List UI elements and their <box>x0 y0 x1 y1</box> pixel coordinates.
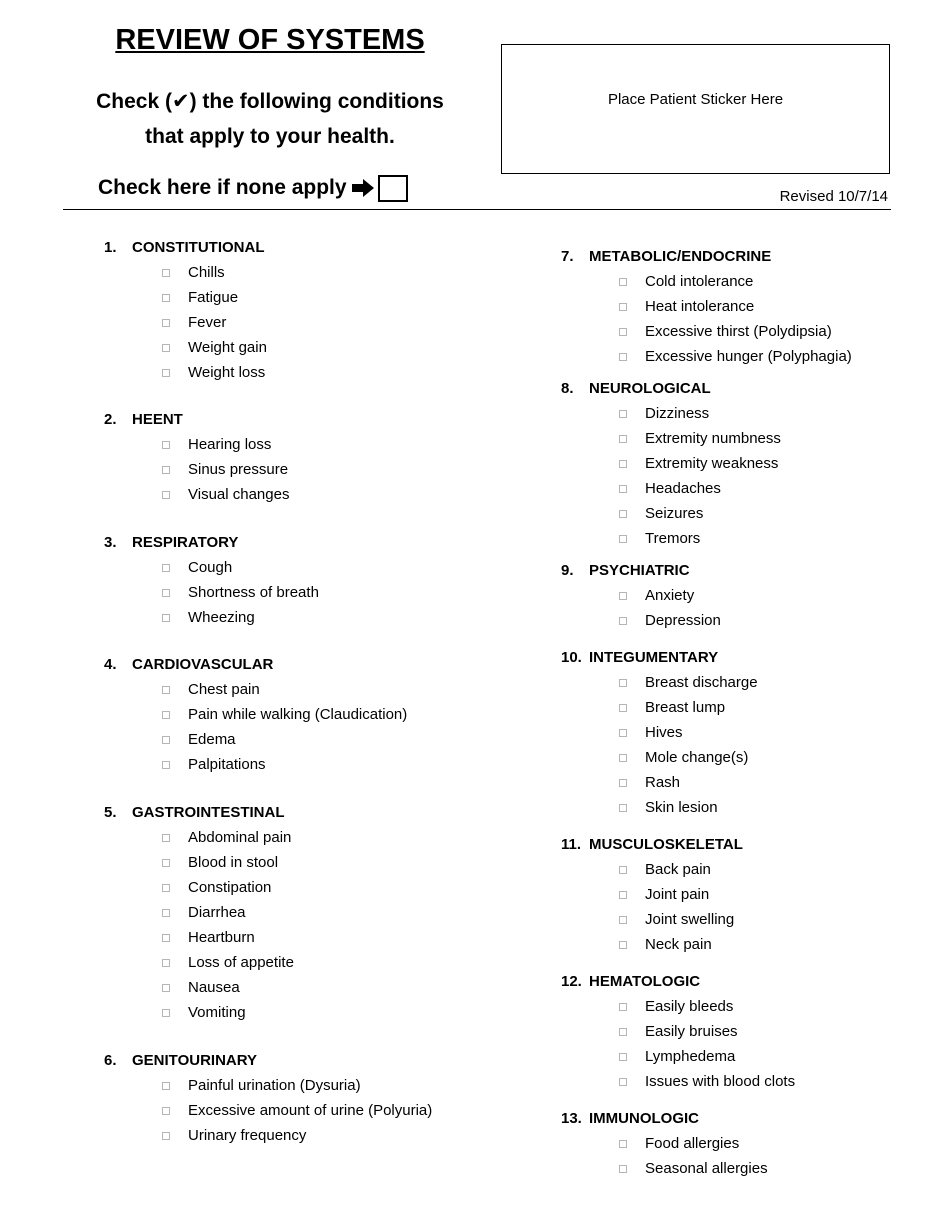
checklist-item[interactable] <box>561 269 852 294</box>
condition-checkbox[interactable] <box>162 441 170 449</box>
condition-checkbox[interactable] <box>619 1078 627 1086</box>
condition-checkbox[interactable] <box>619 617 627 625</box>
condition-label: Skin lesion <box>645 799 718 816</box>
section-title: RESPIRATORY <box>132 534 239 551</box>
section-title: GASTROINTESTINAL <box>132 804 285 821</box>
condition-label: Visual changes <box>188 486 290 503</box>
section-neurological <box>561 376 852 551</box>
checklist-item[interactable] <box>561 857 852 882</box>
section-number: 2. <box>104 411 117 428</box>
condition-label: Easily bleeds <box>645 998 734 1015</box>
section-heading <box>561 832 852 857</box>
condition-label: Neck pain <box>645 936 712 953</box>
arrow-right-icon <box>352 179 374 197</box>
condition-label: Excessive amount of urine (Polyuria) <box>188 1102 433 1119</box>
checklist-item[interactable] <box>104 677 432 702</box>
condition-checkbox[interactable] <box>162 1107 170 1115</box>
section-title: MUSCULOSKELETAL <box>589 836 743 853</box>
condition-label: Blood in stool <box>188 854 279 871</box>
condition-checkbox[interactable] <box>619 679 627 687</box>
condition-label: Vomiting <box>188 1004 246 1021</box>
condition-checkbox[interactable] <box>162 686 170 694</box>
section-metabolic-endocrine <box>561 244 852 369</box>
checklist-item[interactable] <box>561 994 852 1019</box>
section-heading <box>561 645 852 670</box>
condition-checkbox[interactable] <box>619 278 627 286</box>
checklist-item[interactable] <box>104 950 432 975</box>
section-number: 1. <box>104 239 117 256</box>
condition-checkbox[interactable] <box>619 535 627 543</box>
condition-checkbox[interactable] <box>162 934 170 942</box>
condition-label: Headaches <box>645 480 721 497</box>
condition-checkbox[interactable] <box>162 884 170 892</box>
condition-label: Fever <box>188 314 227 331</box>
condition-label: Heat intolerance <box>645 298 755 315</box>
checklist-item[interactable] <box>104 727 432 752</box>
condition-checkbox[interactable] <box>619 353 627 361</box>
condition-label: Heartburn <box>188 929 255 946</box>
condition-label: Sinus pressure <box>188 461 289 478</box>
instruction-line-1: Check (✔) the following conditions <box>96 90 444 113</box>
section-heading <box>104 235 432 260</box>
condition-checkbox[interactable] <box>619 410 627 418</box>
checklist-item[interactable] <box>561 1156 852 1181</box>
checklist-item[interactable] <box>104 1000 432 1025</box>
checklist-item[interactable] <box>104 310 432 335</box>
checklist-item[interactable] <box>104 900 432 925</box>
section-title: METABOLIC/ENDOCRINE <box>589 248 772 265</box>
condition-checkbox[interactable] <box>619 779 627 787</box>
condition-label: Easily bruises <box>645 1023 738 1040</box>
checklist-item[interactable] <box>104 482 432 507</box>
checklist-item[interactable] <box>561 451 852 476</box>
condition-label: Fatigue <box>188 289 239 306</box>
checklist-item[interactable] <box>104 335 432 360</box>
condition-checkbox[interactable] <box>162 491 170 499</box>
section-heading <box>104 407 432 432</box>
condition-label: Hives <box>645 724 683 741</box>
condition-label: Joint pain <box>645 886 710 903</box>
left-column <box>104 235 432 1148</box>
condition-checkbox[interactable] <box>619 1028 627 1036</box>
checklist-item[interactable] <box>561 583 852 608</box>
checklist-item[interactable] <box>561 770 852 795</box>
condition-checkbox[interactable] <box>619 328 627 336</box>
section-heading <box>104 800 432 825</box>
condition-label: Cold intolerance <box>645 273 754 290</box>
condition-checkbox[interactable] <box>619 941 627 949</box>
section-number: 7. <box>561 248 574 265</box>
condition-checkbox[interactable] <box>162 466 170 474</box>
checklist-item[interactable] <box>561 526 852 551</box>
section-heading <box>561 244 852 269</box>
condition-checkbox[interactable] <box>162 711 170 719</box>
patient-sticker-box <box>501 44 890 174</box>
condition-checkbox[interactable] <box>162 369 170 377</box>
section-title: CARDIOVASCULAR <box>132 656 274 673</box>
revised-date: Revised 10/7/14 <box>779 188 888 205</box>
condition-checkbox[interactable] <box>162 1009 170 1017</box>
condition-checkbox[interactable] <box>162 736 170 744</box>
checklist-item[interactable] <box>561 401 852 426</box>
instructions <box>70 84 470 154</box>
section-heading <box>561 558 852 583</box>
section-heading <box>561 1106 852 1131</box>
checklist-item[interactable] <box>561 1069 852 1094</box>
condition-checkbox[interactable] <box>619 303 627 311</box>
condition-label: Extremity weakness <box>645 455 779 472</box>
condition-label: Rash <box>645 774 681 791</box>
page-title: REVIEW OF SYSTEMS <box>115 24 425 56</box>
section-title: CONSTITUTIONAL <box>132 239 265 256</box>
none-apply-label: Check here if none apply <box>98 176 347 199</box>
checklist-item[interactable] <box>561 1019 852 1044</box>
section-hematologic <box>561 969 852 1094</box>
checklist-item[interactable] <box>104 752 432 777</box>
condition-label: Tremors <box>645 530 701 547</box>
condition-checkbox[interactable] <box>162 909 170 917</box>
checklist-item[interactable] <box>104 260 432 285</box>
section-number: 8. <box>561 380 574 397</box>
checklist-item[interactable] <box>561 1044 852 1069</box>
condition-label: Loss of appetite <box>188 954 294 971</box>
condition-label: Nausea <box>188 979 240 996</box>
checklist-item[interactable] <box>104 1123 432 1148</box>
checklist-item[interactable] <box>561 501 852 526</box>
condition-label: Back pain <box>645 861 711 878</box>
section-number: 5. <box>104 804 117 821</box>
checklist-item[interactable] <box>561 608 852 633</box>
section-constitutional <box>104 235 432 385</box>
section-gastrointestinal <box>104 800 432 1025</box>
sticker-label: Place Patient Sticker Here <box>607 91 784 108</box>
condition-label: Joint swelling <box>645 911 735 928</box>
condition-checkbox[interactable] <box>619 485 627 493</box>
condition-label: Dizziness <box>645 405 710 422</box>
condition-checkbox[interactable] <box>162 1082 170 1090</box>
section-number: 6. <box>104 1052 117 1069</box>
condition-label: Mole change(s) <box>645 749 749 766</box>
section-number: 12. <box>561 973 582 990</box>
section-title: HEENT <box>132 411 183 428</box>
condition-checkbox[interactable] <box>619 1003 627 1011</box>
condition-checkbox[interactable] <box>162 319 170 327</box>
condition-label: Chest pain <box>188 681 260 698</box>
condition-label: Breast discharge <box>645 674 758 691</box>
condition-label: Weight loss <box>188 364 266 381</box>
none-apply-checkbox[interactable] <box>378 175 408 202</box>
condition-checkbox[interactable] <box>619 1053 627 1061</box>
section-heading <box>104 530 432 555</box>
condition-checkbox[interactable] <box>619 916 627 924</box>
section-title: IMMUNOLOGIC <box>589 1110 699 1127</box>
condition-label: Food allergies <box>645 1135 740 1152</box>
condition-label: Anxiety <box>645 587 695 604</box>
condition-label: Issues with blood clots <box>645 1073 796 1090</box>
checklist-item[interactable] <box>104 875 432 900</box>
section-number: 10. <box>561 649 582 666</box>
none-apply-row <box>98 172 408 204</box>
condition-label: Chills <box>188 264 225 281</box>
section-integumentary <box>561 645 852 820</box>
checklist-item[interactable] <box>104 850 432 875</box>
checklist-item[interactable] <box>561 344 852 369</box>
checklist-item[interactable] <box>561 426 852 451</box>
condition-checkbox[interactable] <box>619 460 627 468</box>
condition-label: Painful urination (Dysuria) <box>188 1077 361 1094</box>
condition-checkbox[interactable] <box>619 592 627 600</box>
condition-checkbox[interactable] <box>619 1140 627 1148</box>
condition-label: Edema <box>188 731 236 748</box>
section-psychiatric <box>561 558 852 633</box>
checklist-item[interactable] <box>561 795 852 820</box>
condition-checkbox[interactable] <box>619 1165 627 1173</box>
checklist-item[interactable] <box>104 1098 432 1123</box>
section-number: 3. <box>104 534 117 551</box>
condition-checkbox[interactable] <box>162 614 170 622</box>
condition-checkbox[interactable] <box>162 564 170 572</box>
checklist-item[interactable] <box>561 882 852 907</box>
section-musculoskeletal <box>561 832 852 957</box>
checklist-item[interactable] <box>561 1131 852 1156</box>
instruction-line-2: that apply to your health. <box>145 125 395 148</box>
condition-label: Pain while walking (Claudication) <box>188 706 408 723</box>
condition-label: Weight gain <box>188 339 267 356</box>
checklist-item[interactable] <box>561 720 852 745</box>
section-heent <box>104 407 432 507</box>
section-heading <box>104 652 432 677</box>
checklist-item[interactable] <box>104 975 432 1000</box>
condition-checkbox[interactable] <box>619 510 627 518</box>
condition-label: Breast lump <box>645 699 726 716</box>
condition-checkbox[interactable] <box>619 704 627 712</box>
condition-checkbox[interactable] <box>162 834 170 842</box>
section-respiratory <box>104 530 432 630</box>
condition-checkbox[interactable] <box>162 344 170 352</box>
section-title: GENITOURINARY <box>132 1052 258 1069</box>
condition-label: Excessive thirst (Polydipsia) <box>645 323 832 340</box>
checklist-item[interactable] <box>104 1073 432 1098</box>
checklist-item[interactable] <box>104 580 432 605</box>
section-title: PSYCHIATRIC <box>589 562 690 579</box>
section-heading <box>104 1048 432 1073</box>
condition-checkbox[interactable] <box>619 435 627 443</box>
checklist-item[interactable] <box>104 925 432 950</box>
condition-label: Palpitations <box>188 756 266 773</box>
condition-checkbox[interactable] <box>162 859 170 867</box>
condition-label: Diarrhea <box>188 904 246 921</box>
condition-checkbox[interactable] <box>619 804 627 812</box>
checklist-item[interactable] <box>561 294 852 319</box>
condition-checkbox[interactable] <box>162 959 170 967</box>
checklist-item[interactable] <box>561 476 852 501</box>
condition-checkbox[interactable] <box>162 1132 170 1140</box>
condition-label: Extremity numbness <box>645 430 781 447</box>
section-title: NEUROLOGICAL <box>589 380 711 397</box>
condition-checkbox[interactable] <box>619 729 627 737</box>
checklist-item[interactable] <box>104 360 432 385</box>
checklist-item[interactable] <box>561 695 852 720</box>
checklist-item[interactable] <box>561 319 852 344</box>
condition-label: Hearing loss <box>188 436 272 453</box>
checklist-item[interactable] <box>104 825 432 850</box>
section-number: 13. <box>561 1110 582 1127</box>
section-immunologic <box>561 1106 852 1181</box>
section-number: 9. <box>561 562 574 579</box>
section-title: HEMATOLOGIC <box>589 973 701 990</box>
checklist-item[interactable] <box>561 907 852 932</box>
condition-label: Shortness of breath <box>188 584 319 601</box>
condition-checkbox[interactable] <box>162 294 170 302</box>
condition-label: Lymphedema <box>645 1048 736 1065</box>
section-heading <box>561 376 852 401</box>
checklist-item[interactable] <box>104 432 432 457</box>
condition-checkbox[interactable] <box>162 984 170 992</box>
checklist-item[interactable] <box>561 745 852 770</box>
condition-label: Urinary frequency <box>188 1127 307 1144</box>
condition-checkbox[interactable] <box>162 761 170 769</box>
condition-label: Seizures <box>645 505 704 522</box>
condition-checkbox[interactable] <box>162 589 170 597</box>
section-heading <box>561 969 852 994</box>
header-divider <box>63 209 891 210</box>
right-column <box>561 244 852 1181</box>
checklist-item[interactable] <box>104 702 432 727</box>
checklist-item[interactable] <box>104 457 432 482</box>
condition-label: Seasonal allergies <box>645 1160 768 1177</box>
condition-label: Constipation <box>188 879 272 896</box>
condition-label: Abdominal pain <box>188 829 292 846</box>
section-genitourinary <box>104 1048 432 1148</box>
section-number: 4. <box>104 656 117 673</box>
condition-label: Depression <box>645 612 721 629</box>
condition-checkbox[interactable] <box>619 866 627 874</box>
checklist-item[interactable] <box>104 285 432 310</box>
section-number: 11. <box>561 836 582 853</box>
checklist-item[interactable] <box>104 605 432 630</box>
checklist-item[interactable] <box>561 932 852 957</box>
condition-checkbox[interactable] <box>619 891 627 899</box>
checklist-item[interactable] <box>561 670 852 695</box>
condition-label: Cough <box>188 559 233 576</box>
condition-label: Excessive hunger (Polyphagia) <box>645 348 852 365</box>
section-title: INTEGUMENTARY <box>589 649 719 666</box>
section-cardiovascular <box>104 652 432 777</box>
condition-label: Wheezing <box>188 609 255 626</box>
condition-checkbox[interactable] <box>162 269 170 277</box>
checklist-item[interactable] <box>104 555 432 580</box>
condition-checkbox[interactable] <box>619 754 627 762</box>
